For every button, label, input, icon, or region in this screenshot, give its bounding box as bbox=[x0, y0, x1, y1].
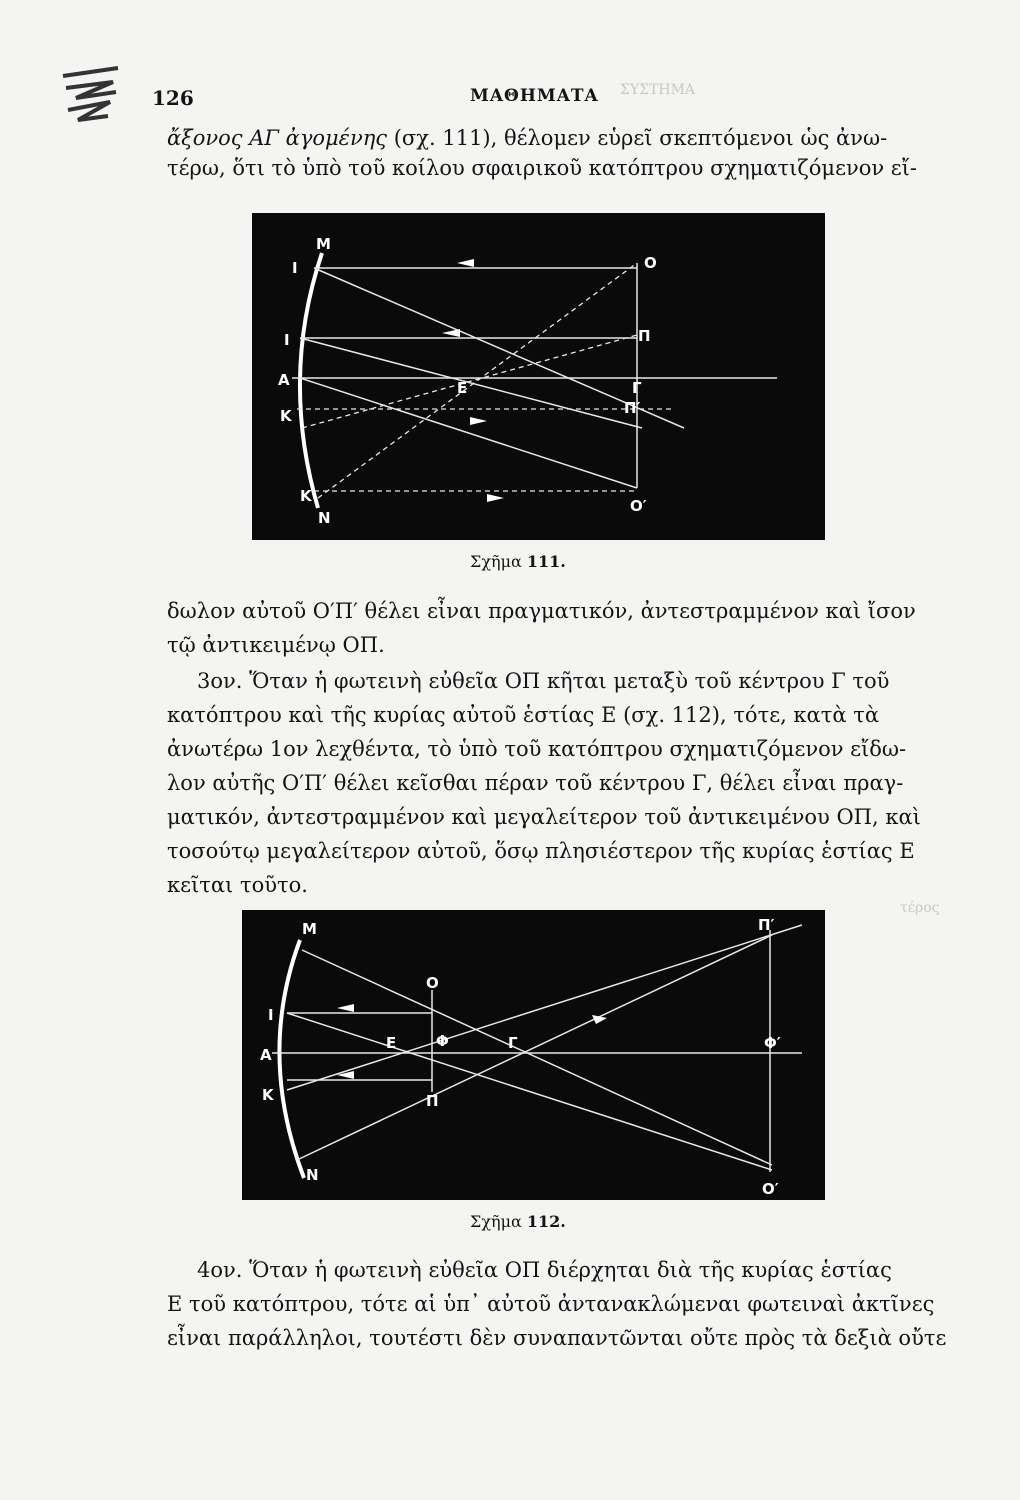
text-run: ἄξονος ΑΓ ἀγομένης bbox=[167, 126, 388, 150]
label-G: Γ bbox=[508, 1034, 518, 1052]
text-line: ματικόν, ἀντεστραμμένον καὶ μεγαλείτερον τοῦ ἀντικειμένου ΟΠ, καὶ bbox=[167, 805, 921, 829]
label-A: Α bbox=[260, 1046, 272, 1064]
text-line: 3ον. Ὅταν ἡ φωτεινὴ εὐθεῖα ΟΠ κῆται μεταξὺ τοῦ κέντρου Γ τοῦ bbox=[197, 669, 890, 693]
text-line: τῷ ἀντικειμένῳ ΟΠ. bbox=[167, 633, 385, 657]
caption-word: Σχῆμα bbox=[470, 1212, 522, 1231]
label-F: Φ bbox=[436, 1032, 449, 1050]
caption-number: 111. bbox=[526, 552, 566, 571]
label-M: Μ bbox=[316, 235, 331, 253]
page-number: 126 bbox=[152, 86, 194, 110]
label-M: Μ bbox=[302, 920, 317, 938]
label-P-prime: Π′ bbox=[758, 916, 775, 934]
label-N: Ν bbox=[318, 509, 331, 527]
text-line: κατόπτρου καὶ τῆς κυρίας αὐτοῦ ἑστίας Ε (σχ. 112), τότε, κατὰ τὰ bbox=[167, 703, 880, 727]
label-O-prime: Ο′ bbox=[630, 497, 647, 515]
text-line: 4ον. Ὅταν ἡ φωτεινὴ εὐθεῖα ΟΠ διέρχηται διὰ τῆς κυρίας ἑστίας bbox=[197, 1258, 892, 1282]
label-A: Α bbox=[278, 371, 290, 389]
concave-mirror bbox=[279, 940, 304, 1178]
label-P-prime: Π′ bbox=[624, 399, 641, 417]
figure-112-caption bbox=[470, 1212, 566, 1231]
label-O: Ο bbox=[426, 974, 439, 992]
text-line: εἶναι παράλληλοι, τουτέστι δὲν συναπαντῶνται οὔτε πρὸς τὰ δεξιὰ οὔτε bbox=[167, 1326, 947, 1350]
label-G: Γ bbox=[632, 379, 642, 397]
figure-111-diagram bbox=[252, 213, 825, 540]
caption-word: Σχῆμα bbox=[470, 552, 522, 571]
text-line: κεῖται τοῦτο. bbox=[167, 873, 308, 897]
label-K: Κ bbox=[262, 1086, 274, 1104]
figure-111-caption bbox=[470, 552, 566, 571]
concave-mirror bbox=[300, 253, 322, 508]
text-line: ἀνωτέρω 1ον λεχθέντα, τὸ ὑπὸ τοῦ κατόπτρου σχηματιζόμενον εἴδω- bbox=[167, 737, 907, 761]
text-line: τοσούτῳ μεγαλείτερον αὐτοῦ, ὅσῳ πλησιέστερον τῆς κυρίας ἑστίας Ε bbox=[167, 839, 915, 863]
text-line: τέρω, ὅτι τὸ ὑπὸ τοῦ κοίλου σφαιρικοῦ κατόπτρου σχηματιζόμενον εἴ- bbox=[167, 156, 918, 180]
text-line: Ε τοῦ κατόπτρου, τότε αἱ ὑπ᾽ αὐτοῦ ἀντανακλώμεναι φωτειναὶ ἀκτῖνες bbox=[167, 1292, 935, 1316]
label-K2: Κ bbox=[300, 487, 312, 505]
text-run: (σχ. 111), θέλομεν εὑρεῖ σκεπτόμενοι ὡς ἀνω- bbox=[387, 126, 888, 150]
label-N: Ν bbox=[306, 1166, 319, 1184]
label-I: Ι bbox=[292, 259, 298, 277]
figure-112 bbox=[242, 910, 825, 1200]
bleed-through-text: τέρος bbox=[900, 900, 940, 916]
margin-scribble bbox=[58, 62, 128, 128]
running-head: ΜΑΘΗΜΑΤΑ bbox=[470, 86, 599, 106]
label-E: Ε bbox=[457, 379, 468, 397]
label-E: Ε bbox=[386, 1034, 397, 1052]
label-P: Π bbox=[426, 1092, 439, 1110]
figure-112-diagram bbox=[242, 910, 825, 1200]
bleed-through-text: ΣΥΣΤΗΜΑ bbox=[620, 82, 696, 98]
label-P: Π bbox=[638, 327, 651, 345]
text-line: δωλον αὐτοῦ Ο′Π′ θέλει εἶναι πραγματικόν, ἀντεστραμμένον καὶ ἴσον bbox=[167, 599, 916, 623]
figure-111 bbox=[252, 213, 825, 540]
label-F-prime: Φ′ bbox=[764, 1034, 781, 1052]
label-I2: Ι bbox=[284, 331, 290, 349]
text-line: λον αὐτῆς Ο′Π′ θέλει κεῖσθαι πέραν τοῦ κέντρου Γ, θέλει εἶναι πραγ- bbox=[167, 771, 904, 795]
label-O-prime: Ο′ bbox=[762, 1180, 779, 1198]
label-I: Ι bbox=[268, 1006, 274, 1024]
label-K: Κ bbox=[280, 407, 292, 425]
label-O: Ο bbox=[644, 254, 657, 272]
caption-number: 112. bbox=[526, 1212, 566, 1231]
